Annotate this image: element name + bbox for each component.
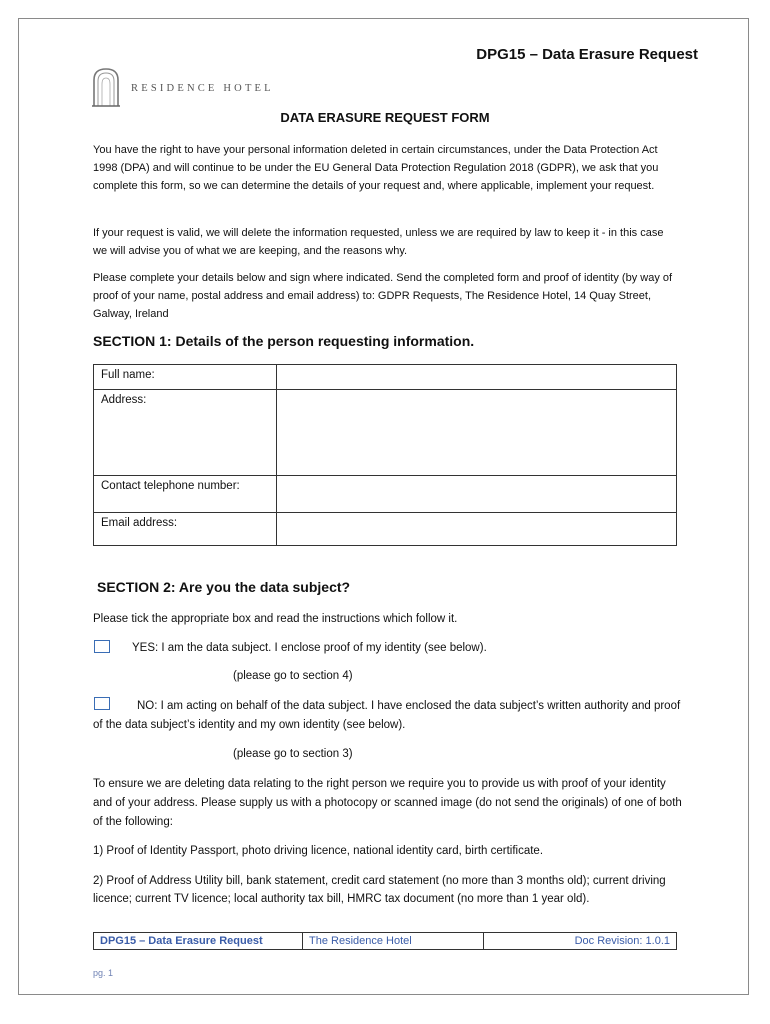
email-field[interactable] <box>277 513 677 546</box>
address-field[interactable] <box>277 390 677 476</box>
table-row <box>94 933 677 950</box>
section1-heading: SECTION 1: Details of the person requesting information. <box>93 333 475 349</box>
yes-goto-note: (please go to section 4) <box>233 670 353 682</box>
document-title: DPG15 – Data Erasure Request <box>476 46 698 63</box>
telephone-field[interactable] <box>277 476 677 513</box>
footer-org-name: The Residence Hotel <box>303 933 484 950</box>
no-option-label: NO: I am acting on behalf of the data subject. I have enclosed the data subject’s written authority and proof of the data subject’s identity and my own identity (see below). <box>93 700 681 731</box>
intro-paragraph-3: Please complete your details below and sign where indicated. Send the completed form and proof of identity (by way of proof of your name, postal address and email address) to: GDPR Requests, The Residence Hotel, 14 Quay Street, Galway, Ireland <box>93 272 673 320</box>
yes-option-label: YES: I am the data subject. I enclose proof of my identity (see below). <box>132 642 487 654</box>
proof-of-address: 2) Proof of Address Utility bill, bank statement, credit card statement (no more than 3 months old); current driving licence; current TV licence; local authority tax bill, HMRC tax document (no more than 1 year old). <box>93 875 666 905</box>
details-table <box>93 364 677 546</box>
full-name-label: Full name: <box>94 365 277 390</box>
logo-text: RESIDENCE HOTEL <box>131 83 274 94</box>
proof-instructions: To ensure we are deleting data relating to the right person we require you to provide us with proof of your identity and of your address. Please supply us with a photocopy or scanned image (do not send the originals) of one of both of the following: <box>93 778 682 828</box>
footer-revision: Doc Revision: 1.0.1 <box>484 933 677 950</box>
full-name-field[interactable] <box>277 365 677 390</box>
intro-paragraph-1: You have the right to have your personal information deleted in certain circumstances, under the Data Protection Act 1998 (DPA) and will continue to be under the EU General Data Protection Regulation 2018 (GDPR), we ask that you complete this form, so we can determine the details of your request and, where applicable, implement your request. <box>93 144 659 192</box>
email-label: Email address: <box>94 513 277 546</box>
intro-paragraph-2: If your request is valid, we will delete the information requested, unless we are required by law to keep it - in this case we will advise you of what we are keeping, and the reasons why. <box>93 227 664 257</box>
address-label: Address: <box>94 390 277 476</box>
section2-heading: SECTION 2: Are you the data subject? <box>97 579 351 595</box>
footer-doc-name: DPG15 – Data Erasure Request <box>94 933 303 950</box>
arch-logo-icon <box>91 66 121 108</box>
table-row <box>94 365 677 390</box>
table-row <box>94 513 677 546</box>
yes-checkbox[interactable] <box>94 640 110 653</box>
table-row <box>94 390 677 476</box>
hotel-logo <box>91 66 274 108</box>
page-number: pg. 1 <box>93 968 114 978</box>
tick-instruction: Please tick the appropriate box and read the instructions which follow it. <box>93 613 458 625</box>
table-row <box>94 476 677 513</box>
telephone-label: Contact telephone number: <box>94 476 277 513</box>
no-goto-note: (please go to section 3) <box>233 748 353 760</box>
footer-table <box>93 932 677 950</box>
proof-of-identity: 1) Proof of Identity Passport, photo driving licence, national identity card, birth certificate. <box>93 845 544 857</box>
form-title: DATA ERASURE REQUEST FORM <box>280 110 490 125</box>
